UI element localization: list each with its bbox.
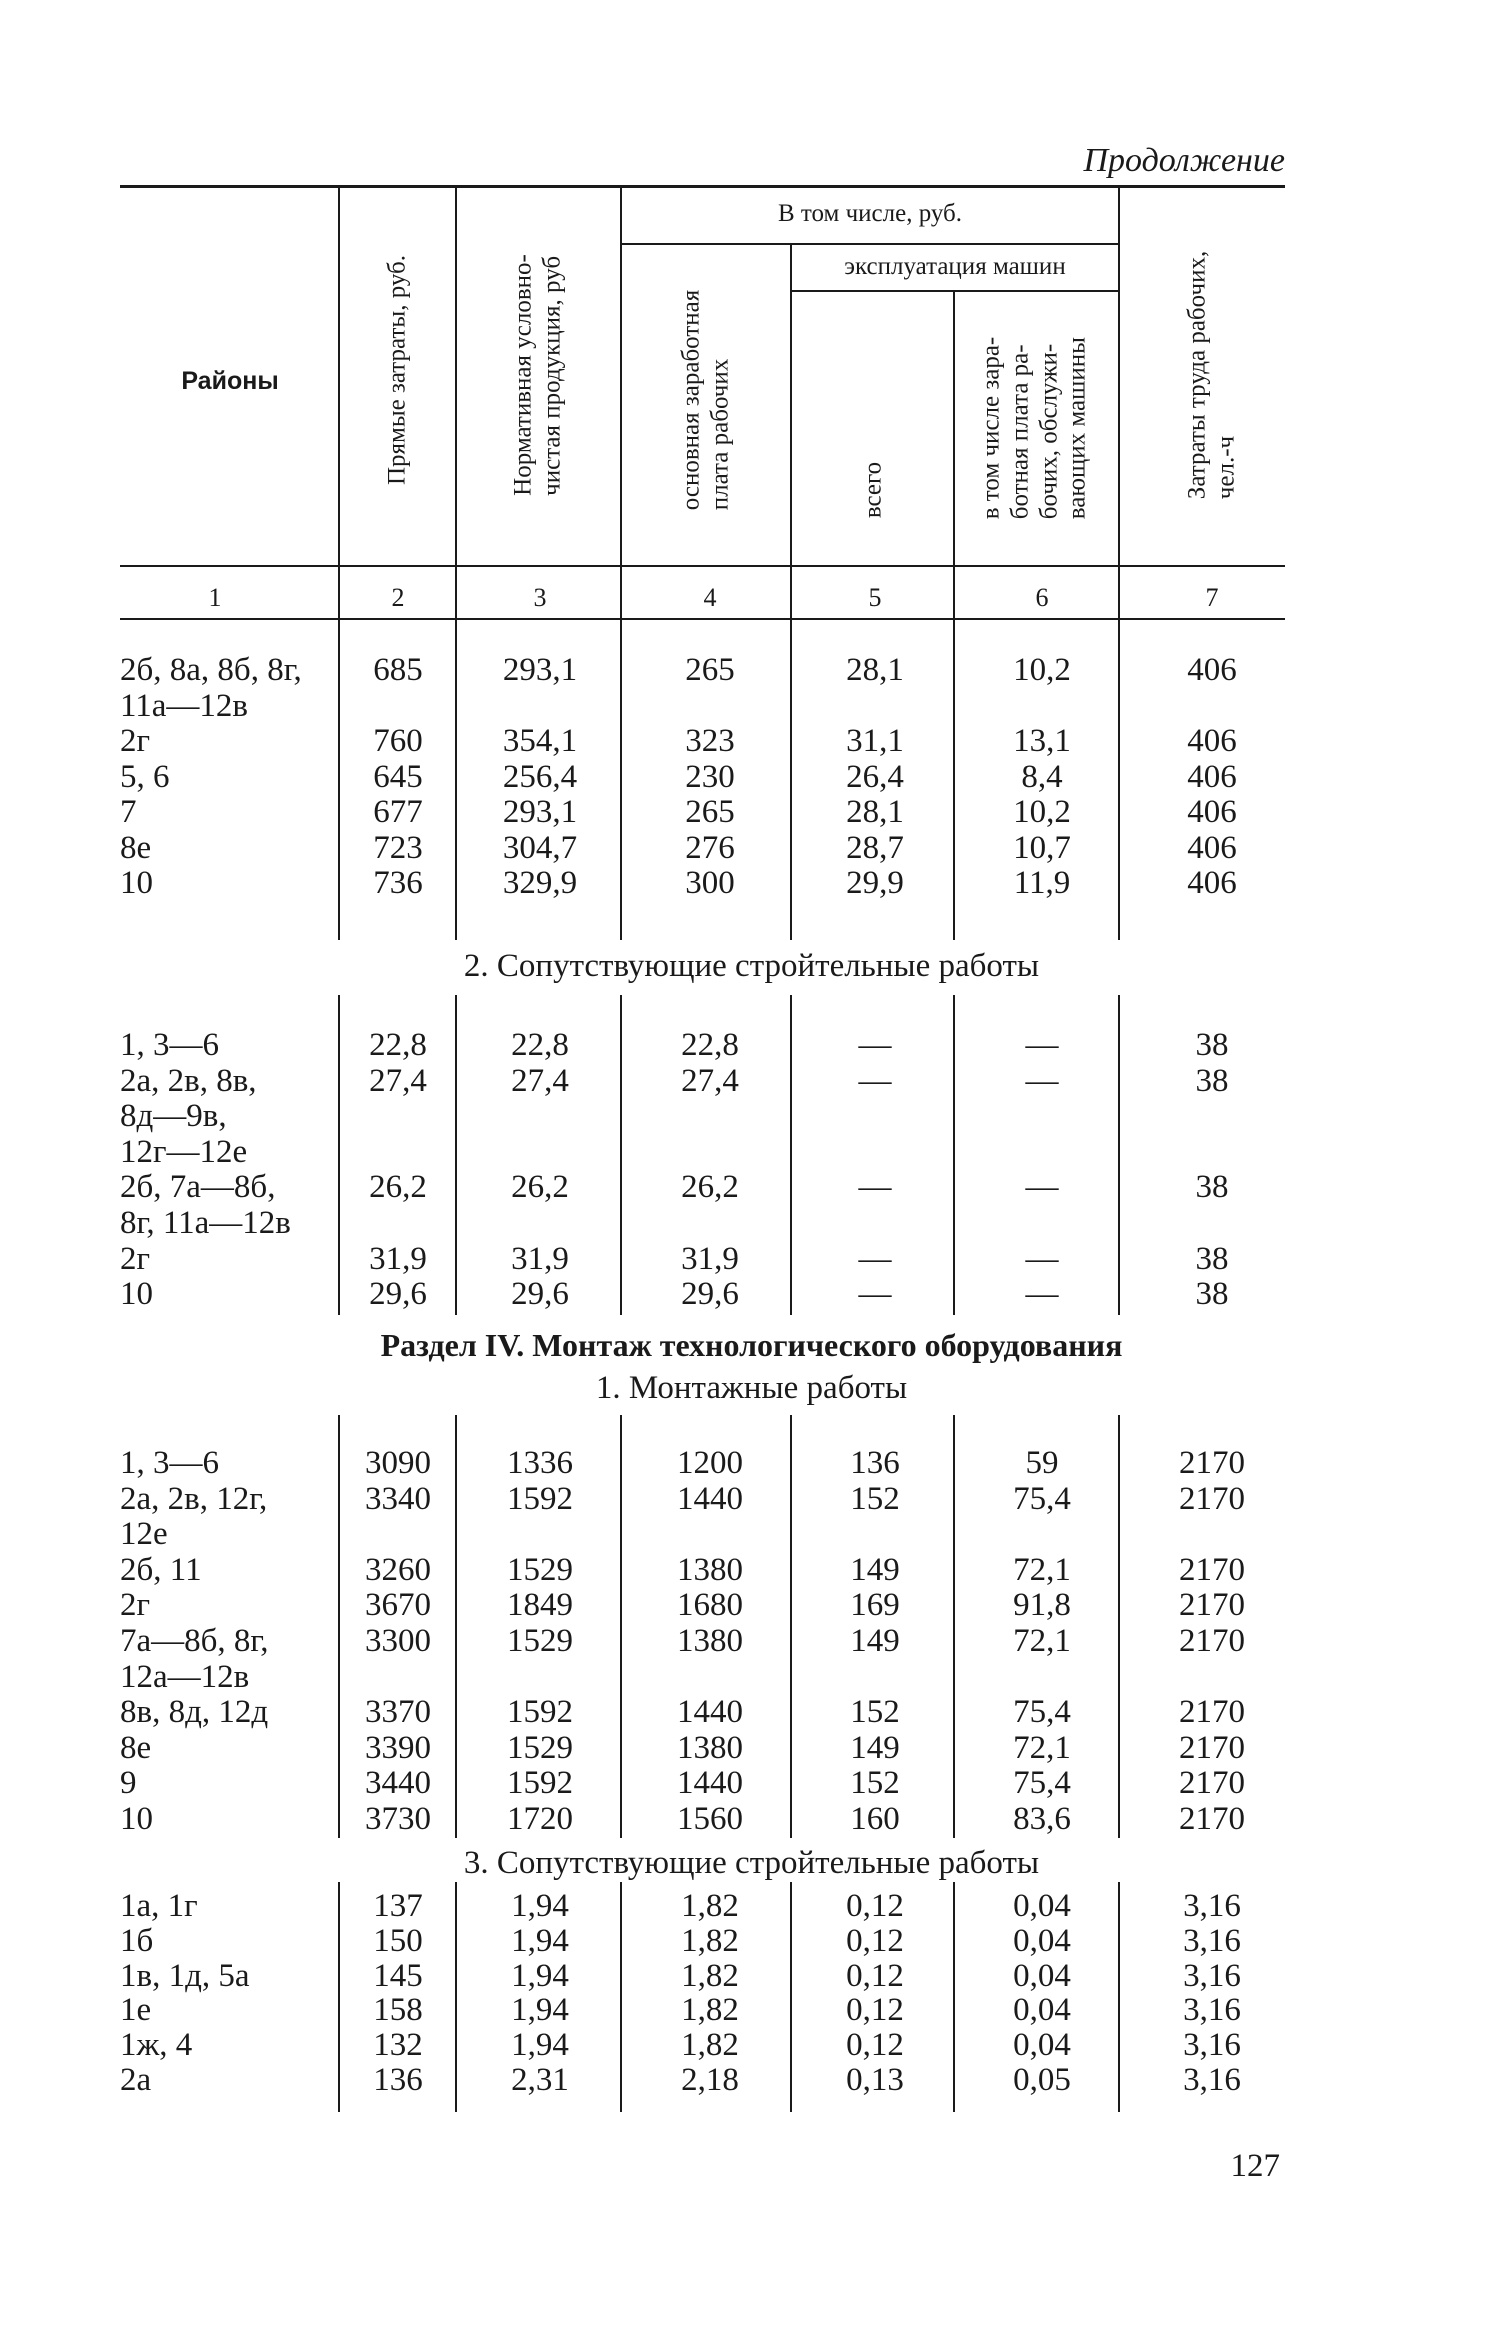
value-cell: 31,1 [846, 723, 904, 759]
value-cell: 1,82 [681, 1922, 739, 1959]
machine-operation-header: эксплуатация машин [844, 253, 1066, 280]
value-cell: 136 [373, 2062, 423, 2098]
value-cell: 265 [685, 794, 735, 830]
table-row [0, 1481, 1503, 1517]
value-cell: 152 [850, 1694, 900, 1731]
table-row [0, 688, 1503, 724]
table-row [0, 1587, 1503, 1623]
value-cell: 736 [373, 865, 423, 901]
value-cell: 75,4 [1013, 1765, 1071, 1802]
region-cell: 2г [120, 1240, 151, 1277]
value-cell: 3,16 [1183, 1922, 1241, 1959]
value-cell: 1529 [507, 1551, 573, 1588]
value-cell: 2,31 [511, 2062, 569, 2098]
value-cell: 2,18 [681, 2062, 739, 2098]
value-cell: 0,04 [1013, 1957, 1071, 1994]
value-cell: 230 [685, 758, 735, 795]
value-cell: — [858, 1276, 892, 1313]
value-cell: 3300 [365, 1623, 431, 1659]
value-cell: 149 [850, 1729, 900, 1766]
col-number-4: 4 [703, 583, 717, 612]
value-cell: 136 [850, 1445, 900, 1481]
table-row [0, 1694, 1503, 1730]
table-row [0, 1205, 1503, 1241]
value-cell: 10,2 [1013, 652, 1071, 688]
value-cell: 1,82 [681, 1957, 739, 1994]
value-cell: 28,1 [846, 794, 904, 830]
table-row [0, 1765, 1503, 1801]
value-cell: 22,8 [681, 1027, 739, 1063]
value-cell: 2170 [1179, 1587, 1245, 1624]
value-cell: 26,2 [511, 1169, 569, 1206]
machines-rule [792, 290, 1118, 292]
table-row [0, 2027, 1503, 2063]
value-cell: 3370 [365, 1694, 431, 1731]
region-cell: 1, 3—6 [120, 1027, 219, 1063]
region-cell: 12е [120, 1516, 168, 1553]
value-cell: 406 [1187, 652, 1237, 688]
value-cell: 75,4 [1013, 1480, 1071, 1517]
value-cell: 10,2 [1013, 794, 1071, 830]
value-cell: 27,4 [369, 1062, 427, 1099]
value-cell: 158 [373, 1992, 423, 2029]
region-cell: 7а—8б, 8г, [120, 1623, 269, 1659]
table-row [0, 1888, 1503, 1924]
value-cell: 2170 [1179, 1623, 1245, 1659]
value-cell: 1380 [677, 1623, 743, 1659]
table-row [0, 652, 1503, 688]
normative-header: Нормативная условно- чистая продукция, руб [509, 254, 565, 496]
region-cell: 1в, 1д, 5а [120, 1957, 250, 1994]
value-cell: 3,16 [1183, 1957, 1241, 1994]
region-cell: 2а [120, 2062, 152, 2098]
value-cell: — [1025, 1169, 1059, 1206]
value-cell: 91,8 [1013, 1587, 1071, 1624]
value-cell: 1849 [507, 1587, 573, 1624]
col-number-1: 1 [208, 583, 222, 612]
col-number-7: 7 [1205, 583, 1219, 612]
section-iv-title: Раздел IV. Монтаж технологического оборудования [380, 1327, 1123, 1363]
value-cell: 149 [850, 1551, 900, 1588]
value-cell: 1592 [507, 1694, 573, 1731]
value-cell: 3,16 [1183, 2027, 1241, 2064]
value-cell: 38 [1195, 1169, 1229, 1206]
col-number-3: 3 [533, 583, 547, 612]
value-cell: 1720 [507, 1801, 573, 1837]
value-cell: 145 [373, 1957, 423, 1994]
table-row [0, 723, 1503, 759]
value-cell: 31,9 [369, 1240, 427, 1277]
region-cell: 7 [120, 794, 137, 830]
value-cell: 1529 [507, 1623, 573, 1659]
region-cell: 10 [120, 865, 153, 901]
table-row [0, 794, 1503, 830]
value-cell: 29,9 [846, 865, 904, 901]
value-cell: — [1025, 1062, 1059, 1099]
page-number: 127 [1230, 2148, 1280, 2184]
value-cell: 1440 [677, 1765, 743, 1802]
value-cell: 11,9 [1013, 865, 1071, 901]
value-cell: 3,16 [1183, 1992, 1241, 2029]
table-row [0, 1659, 1503, 1695]
value-cell: — [1025, 1027, 1059, 1063]
table-row [0, 1276, 1503, 1312]
region-cell: 8е [120, 829, 152, 866]
region-cell: 2б, 11 [120, 1551, 202, 1588]
col-number-2: 2 [391, 583, 405, 612]
value-cell: 29,6 [369, 1276, 427, 1313]
table-row [0, 1516, 1503, 1552]
value-cell: 27,4 [511, 1062, 569, 1099]
region-cell: 1е [120, 1992, 152, 2029]
value-cell: 406 [1187, 865, 1237, 901]
labor-header: Затраты труда рабочих, чел.-ч [1183, 250, 1239, 500]
value-cell: 1200 [677, 1445, 743, 1481]
value-cell: 152 [850, 1480, 900, 1517]
table-row [0, 1801, 1503, 1837]
col-number-6: 6 [1035, 583, 1049, 612]
value-cell: 83,6 [1013, 1801, 1071, 1837]
region-cell: 2б, 8а, 8б, 8г, [120, 652, 302, 688]
table-row [0, 1958, 1503, 1994]
table-top-rule [120, 185, 1285, 188]
value-cell: 132 [373, 2027, 423, 2064]
value-cell: 1592 [507, 1480, 573, 1517]
value-cell: 1680 [677, 1587, 743, 1624]
value-cell: 677 [373, 794, 423, 830]
header-bottom-rule [120, 565, 1285, 567]
value-cell: 304,7 [502, 829, 578, 866]
value-cell: 1440 [677, 1480, 743, 1517]
value-cell: 1,94 [511, 2027, 569, 2064]
value-cell: 28,1 [846, 652, 904, 688]
value-cell: 3260 [365, 1551, 431, 1588]
region-cell: 8е [120, 1729, 152, 1766]
region-cell: 5, 6 [120, 758, 170, 795]
value-cell: 3,16 [1183, 1888, 1241, 1924]
table-row [0, 1027, 1503, 1063]
region-cell: 11а—12в [120, 687, 249, 724]
value-cell: 0,12 [846, 1992, 904, 2029]
region-cell: 12г—12е [120, 1133, 248, 1170]
region-cell: 2г [120, 1587, 151, 1624]
region-cell: 10 [120, 1801, 153, 1837]
value-cell: 2170 [1179, 1445, 1245, 1481]
value-cell: 3440 [365, 1765, 431, 1802]
value-cell: 1,94 [511, 1922, 569, 1959]
value-cell: — [858, 1027, 892, 1063]
value-cell: 0,13 [846, 2062, 904, 2098]
table-row [0, 1241, 1503, 1277]
value-cell: 3670 [365, 1587, 431, 1624]
value-cell: 354,1 [502, 723, 578, 759]
base-wage-header: основная заработная плата рабочих [677, 289, 733, 511]
table-row [0, 759, 1503, 795]
value-cell: 8,4 [1021, 758, 1063, 795]
value-cell: 1,82 [681, 1992, 739, 2029]
machines-total-header: всего [859, 461, 887, 519]
value-cell: 3730 [365, 1801, 431, 1837]
subsection-2-title: 2. Сопутствующие стройтельные работы [463, 948, 1040, 984]
value-cell: 38 [1195, 1062, 1229, 1099]
table-row [0, 1992, 1503, 2028]
value-cell: 137 [373, 1888, 423, 1924]
value-cell: 38 [1195, 1276, 1229, 1313]
value-cell: 256,4 [502, 758, 578, 795]
table-row [0, 1623, 1503, 1659]
value-cell: 1,94 [511, 1957, 569, 1994]
value-cell: 2170 [1179, 1694, 1245, 1731]
value-cell: 2170 [1179, 1551, 1245, 1588]
value-cell: 0,12 [846, 2027, 904, 2064]
value-cell: 13,1 [1013, 723, 1071, 759]
value-cell: 329,9 [502, 865, 578, 901]
value-cell: 293,1 [502, 652, 578, 688]
regions-header: Районы [181, 367, 279, 395]
region-cell: 2г [120, 723, 151, 759]
region-cell: 10 [120, 1276, 153, 1313]
value-cell: 645 [373, 758, 423, 795]
value-cell: 0,04 [1013, 2027, 1071, 2064]
value-cell: 27,4 [681, 1062, 739, 1099]
region-cell: 1а, 1г [120, 1888, 198, 1924]
value-cell: 3,16 [1183, 2062, 1241, 2098]
subsection-1-title: 1. Монтажные работы [595, 1370, 908, 1406]
value-cell: 2170 [1179, 1801, 1245, 1837]
value-cell: 300 [685, 865, 735, 901]
machines-wage-header: в том числе зара- ботная плата ра- бочих, обслужи- вающих машины [977, 336, 1091, 520]
value-cell: 149 [850, 1623, 900, 1659]
value-cell: 169 [850, 1587, 900, 1624]
value-cell: 22,8 [369, 1027, 427, 1063]
value-cell: 685 [373, 652, 423, 688]
value-cell: 72,1 [1013, 1623, 1071, 1659]
table-row [0, 1134, 1503, 1170]
value-cell: 152 [850, 1765, 900, 1802]
table-row [0, 830, 1503, 866]
table-row [0, 1552, 1503, 1588]
value-cell: 1440 [677, 1694, 743, 1731]
value-cell: — [1025, 1240, 1059, 1277]
value-cell: 75,4 [1013, 1694, 1071, 1731]
region-cell: 12а—12в [120, 1658, 250, 1695]
value-cell: 3090 [365, 1445, 431, 1481]
value-cell: 1,82 [681, 2027, 739, 2064]
subsection-3-title: 3. Сопутствующие стройтельные работы [463, 1845, 1040, 1881]
table-row [0, 1063, 1503, 1099]
value-cell: 1529 [507, 1729, 573, 1766]
value-cell: 2170 [1179, 1765, 1245, 1802]
table-row [0, 1730, 1503, 1766]
value-cell: 1,94 [511, 1992, 569, 2029]
value-cell: 26,4 [846, 758, 904, 795]
value-cell: 150 [373, 1922, 423, 1959]
value-cell: 0,04 [1013, 1992, 1071, 2029]
value-cell: 1560 [677, 1801, 743, 1837]
header-vrule-2 [455, 188, 457, 618]
value-cell: 72,1 [1013, 1551, 1071, 1588]
value-cell: 2170 [1179, 1729, 1245, 1766]
region-cell: 1б [120, 1922, 154, 1959]
value-cell: 1592 [507, 1765, 573, 1802]
header-vrule-3 [620, 188, 622, 618]
value-cell: 723 [373, 829, 423, 866]
value-cell: 38 [1195, 1027, 1229, 1063]
value-cell: 26,2 [369, 1169, 427, 1206]
table-row [0, 865, 1503, 901]
header-vrule-6 [1118, 188, 1120, 618]
including-rule [622, 243, 1118, 245]
value-cell: 406 [1187, 829, 1237, 866]
value-cell: 160 [850, 1801, 900, 1837]
value-cell: 1380 [677, 1729, 743, 1766]
col-number-5: 5 [868, 583, 882, 612]
value-cell: 28,7 [846, 829, 904, 866]
value-cell: — [858, 1169, 892, 1206]
value-cell: 26,2 [681, 1169, 739, 1206]
value-cell: 0,12 [846, 1888, 904, 1924]
table-row [0, 1098, 1503, 1134]
value-cell: 3390 [365, 1729, 431, 1766]
value-cell: 2170 [1179, 1480, 1245, 1517]
value-cell: 406 [1187, 723, 1237, 759]
value-cell: 10,7 [1013, 829, 1071, 866]
region-cell: 8г, 11а—12в [120, 1205, 291, 1241]
including-header: В том числе, руб. [777, 200, 963, 227]
value-cell: 0,04 [1013, 1922, 1071, 1959]
value-cell: — [858, 1062, 892, 1099]
value-cell: 406 [1187, 794, 1237, 830]
value-cell: 0,12 [846, 1957, 904, 1994]
value-cell: 1336 [507, 1445, 573, 1481]
table-row [0, 2062, 1503, 2098]
header-vrule-4 [790, 245, 792, 618]
value-cell: 22,8 [511, 1027, 569, 1063]
region-cell: 2б, 7а—8б, [120, 1169, 276, 1206]
header-vrule-1 [338, 188, 340, 618]
value-cell: 276 [685, 829, 735, 866]
continuation-label: Продолжение [1083, 142, 1285, 179]
value-cell: 1,94 [511, 1888, 569, 1924]
value-cell: 1,82 [681, 1888, 739, 1924]
value-cell: 31,9 [511, 1240, 569, 1277]
table-row [0, 1169, 1503, 1205]
colnum-bottom-rule [120, 618, 1285, 620]
value-cell: 760 [373, 723, 423, 759]
value-cell: 265 [685, 652, 735, 688]
value-cell: 293,1 [502, 794, 578, 830]
value-cell: 29,6 [511, 1276, 569, 1313]
value-cell: — [858, 1240, 892, 1277]
value-cell: 0,12 [846, 1922, 904, 1959]
region-cell: 8д—9в, [120, 1098, 227, 1135]
region-cell: 8в, 8д, 12д [120, 1694, 269, 1731]
value-cell: 0,05 [1013, 2062, 1071, 2098]
value-cell: 29,6 [681, 1276, 739, 1313]
value-cell: 0,04 [1013, 1888, 1071, 1924]
value-cell: 323 [685, 723, 735, 759]
value-cell: 59 [1025, 1445, 1059, 1481]
value-cell: — [1025, 1276, 1059, 1313]
value-cell: 31,9 [681, 1240, 739, 1277]
region-cell: 1, 3—6 [120, 1445, 219, 1481]
region-cell: 1ж, 4 [120, 2027, 193, 2064]
region-cell: 9 [120, 1765, 137, 1802]
value-cell: 72,1 [1013, 1729, 1071, 1766]
header-vrule-5 [953, 292, 955, 618]
direct-costs-header: Прямые затраты, руб. [383, 254, 411, 486]
table-row [0, 1923, 1503, 1959]
region-cell: 2а, 2в, 8в, [120, 1062, 257, 1099]
region-cell: 2а, 2в, 12г, [120, 1480, 268, 1517]
table-row [0, 1445, 1503, 1481]
value-cell: 3340 [365, 1480, 431, 1517]
value-cell: 1380 [677, 1551, 743, 1588]
value-cell: 406 [1187, 758, 1237, 795]
value-cell: 38 [1195, 1240, 1229, 1277]
